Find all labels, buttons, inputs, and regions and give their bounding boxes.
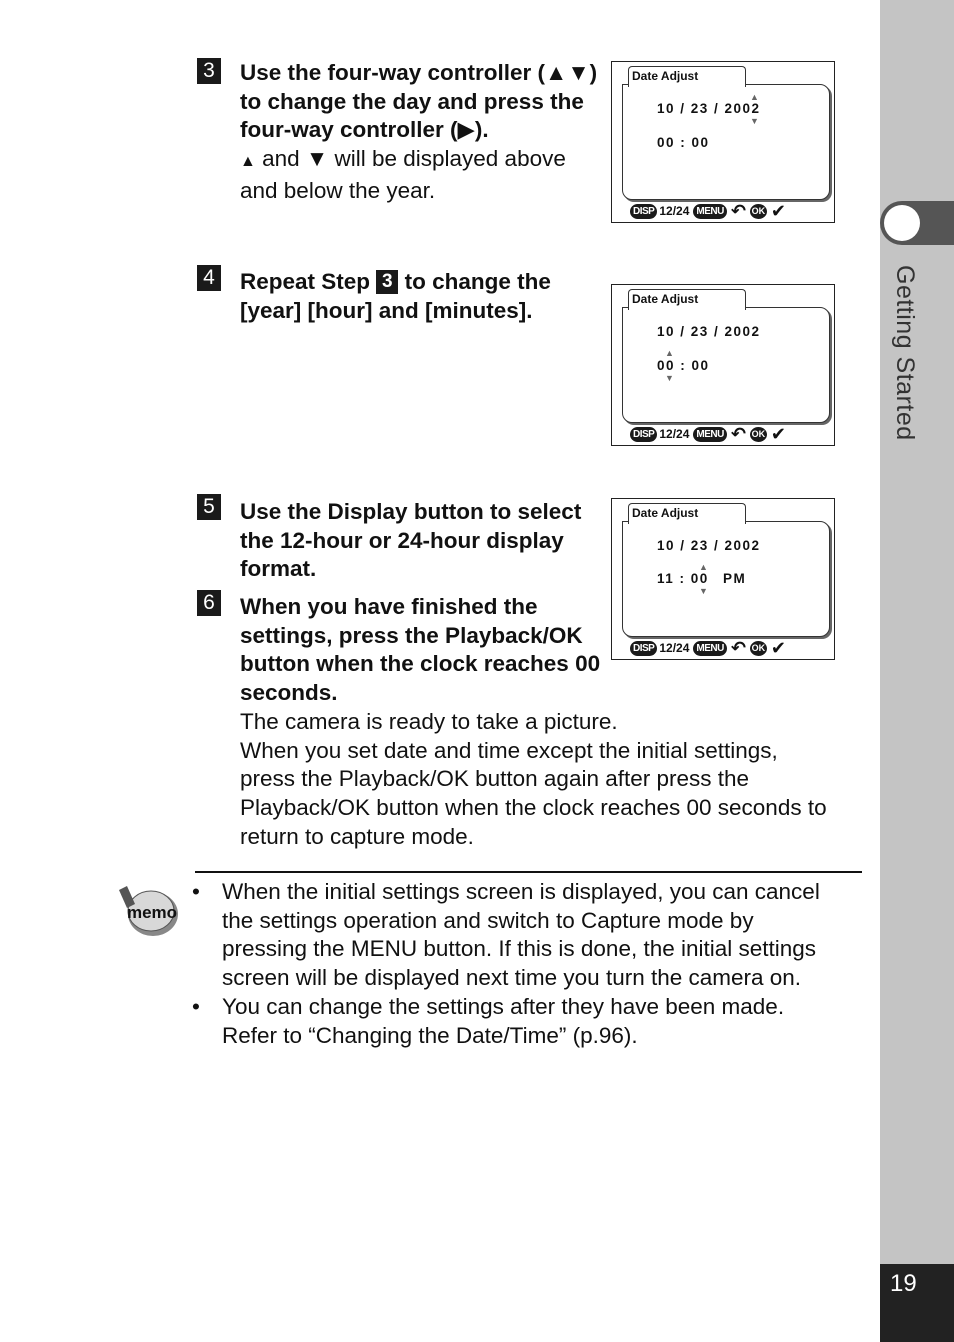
screen-title: Date Adjust xyxy=(632,506,699,520)
screen-title: Date Adjust xyxy=(632,292,699,306)
step-note: The camera is ready to take a picture. xyxy=(240,708,618,734)
bullet-dot: • xyxy=(192,879,200,904)
ok-icon: OK xyxy=(750,204,767,219)
ok-icon: OK xyxy=(750,427,767,442)
step-5-text xyxy=(240,498,610,584)
step-line xyxy=(240,268,600,297)
menu-icon: MENU xyxy=(693,204,726,219)
step-reference-number: 3 xyxy=(376,270,398,294)
down-triangle-icon: ▼ xyxy=(305,146,329,172)
time-value: 00 : 00 xyxy=(657,135,710,150)
step-line: format. xyxy=(240,556,317,582)
bullet-line: screen will be displayed next time you turn the camera on. xyxy=(222,965,802,991)
date-value: 10 / 23 / 2002 xyxy=(657,101,761,116)
return-icon: ↶ xyxy=(730,200,746,221)
return-icon: ↶ xyxy=(730,637,746,658)
step-note xyxy=(240,145,600,177)
note-word: and xyxy=(262,146,300,172)
step-note: When you set date and time except the initial settings, xyxy=(240,737,778,763)
camera-screen xyxy=(611,498,835,660)
step-line: the 12-hour or 24-hour display xyxy=(240,527,564,553)
bullet-line: Refer to “Changing the Date/Time” (p.96). xyxy=(222,1022,638,1048)
camera-screen xyxy=(611,61,835,223)
menu-icon: MENU xyxy=(693,427,726,442)
time-value: 00 : 00 xyxy=(657,358,710,373)
time-value: 11 : 00 xyxy=(657,571,709,586)
step-note: press the Playback/OK button again after press the xyxy=(240,766,750,792)
memo-bullet xyxy=(192,878,862,993)
bullet-line: pressing the MENU button. If this is done, the initial settings xyxy=(222,936,817,962)
screen-button-bar xyxy=(630,639,790,657)
memo-bullet xyxy=(192,993,862,1050)
step-note: return to capture mode. xyxy=(240,823,474,849)
checkmark-icon: ✔ xyxy=(770,637,787,658)
step-text: Repeat Step xyxy=(240,269,371,294)
bullet-line: You can change the settings after they have been made. xyxy=(222,993,785,1019)
down-arrow-icon: ▼ xyxy=(750,116,759,126)
memo-icon xyxy=(117,886,179,938)
camera-screen xyxy=(611,284,835,446)
disp-icon: DISP xyxy=(630,204,657,219)
memo-bullets xyxy=(192,878,862,1050)
up-arrow-icon: ▲ xyxy=(750,92,759,102)
step-number: 5 xyxy=(197,494,221,520)
ampm-value: PM xyxy=(723,571,747,586)
menu-icon: MENU xyxy=(693,641,726,656)
step-line: button when the clock reaches 00 xyxy=(240,651,601,677)
format-label: 12/24 xyxy=(659,427,690,441)
step-line: [year] [hour] and [minutes]. xyxy=(240,297,533,323)
step-3-text xyxy=(240,59,600,206)
screen-button-bar xyxy=(630,202,790,220)
step-text: to change the xyxy=(404,269,551,294)
step-line: Use the four-way controller (▲▼) xyxy=(240,60,598,85)
section-marker-dot xyxy=(884,205,920,241)
bullet-line: the settings operation and switch to Capture mode by xyxy=(222,907,754,933)
step-line: When you have finished the xyxy=(240,594,538,619)
checkmark-icon: ✔ xyxy=(770,423,787,444)
step-line: four-way controller (▶). xyxy=(240,117,489,143)
step-number: 6 xyxy=(197,590,221,616)
return-icon: ↶ xyxy=(730,423,746,444)
section-title: Getting Started xyxy=(891,265,919,441)
step-line: to change the day and press the xyxy=(240,88,584,114)
down-arrow-icon: ▼ xyxy=(699,586,708,596)
note-text: will be displayed above xyxy=(334,146,566,172)
step-number: 3 xyxy=(197,58,221,84)
step-number: 4 xyxy=(197,265,221,291)
bullet-dot: • xyxy=(192,993,200,1019)
checkmark-icon: ✔ xyxy=(770,200,787,221)
ok-icon: OK xyxy=(750,641,767,656)
up-triangle-icon: ▲ xyxy=(240,153,256,171)
format-label: 12/24 xyxy=(659,204,690,218)
step-note: Playback/OK button when the clock reaches 00 seconds to xyxy=(240,794,827,820)
up-arrow-icon: ▲ xyxy=(665,348,674,358)
bullet-line: When the initial settings screen is displayed, you can cancel xyxy=(222,879,820,904)
screen-tab xyxy=(628,66,746,87)
step-line: seconds. xyxy=(240,680,338,706)
step-4-text xyxy=(240,268,600,325)
date-value: 10 / 23 / 2002 xyxy=(657,538,761,553)
format-label: 12/24 xyxy=(659,641,690,655)
step-line: settings, press the Playback/OK xyxy=(240,622,583,648)
screen-button-bar xyxy=(630,425,790,443)
screen-tab xyxy=(628,503,746,524)
down-arrow-icon: ▼ xyxy=(665,373,674,383)
up-arrow-icon: ▲ xyxy=(699,562,708,572)
section-divider xyxy=(195,871,862,873)
disp-icon: DISP xyxy=(630,641,657,656)
memo-label: memo xyxy=(126,903,178,922)
section-marker xyxy=(880,201,954,245)
disp-icon: DISP xyxy=(630,427,657,442)
screen-title: Date Adjust xyxy=(632,69,699,83)
screen-tab xyxy=(628,289,746,310)
date-value: 10 / 23 / 2002 xyxy=(657,324,761,339)
step-line: Use the Display button to select xyxy=(240,499,582,524)
page-number: 19 xyxy=(890,1270,917,1297)
step-note: and below the year. xyxy=(240,177,436,203)
